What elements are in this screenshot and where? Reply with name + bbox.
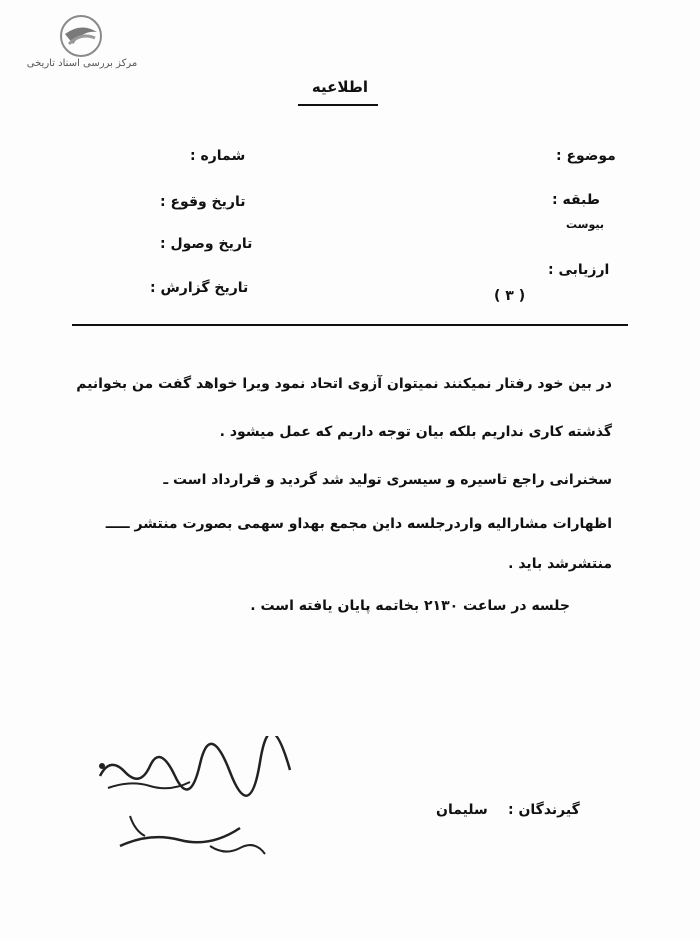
field-evaluation: ارزیابی : [548,262,610,278]
evaluation-rating: ( ۳ ) [494,288,526,304]
body-line-2: گذشته کاری نداریم بلکه بیان توجه داریم که عمل میشود . [219,424,612,440]
field-subject: موضوع : [556,148,616,164]
handwritten-note [90,736,320,876]
field-report-date: تاریخ گزارش : [150,280,249,296]
body-line-3: سخنرانی راجع تاسیره و سیسری تولید شد گردید و قرارداد است ـ [163,472,612,488]
recipients-value: سلیمان [436,802,488,818]
body-line-6: جلسه در ساعت ۲۱۳۰ بخاتمه پایان یافته است . [250,598,570,614]
recipients-label: گیرندگان : [508,802,580,818]
field-event-date: تاریخ وقوع : [160,194,246,210]
field-attachment: بیوست [566,218,604,231]
book-emblem-icon [55,14,107,58]
body-line-1: در بین خود رفتار نمیکنند نمیتوان آزوی اتحاد نمود ویرا خواهد گفت من بخوانیم [76,376,612,392]
logo-caption: مرکز بررسی اسناد تاریخی [26,58,138,69]
field-number: شماره : [190,148,246,164]
field-receipt-date: تاریخ وصول : [160,236,253,252]
page-title: اطلاعیه [311,78,369,96]
archive-logo [22,14,142,74]
title-underline [298,104,378,106]
body-line-4: اظهارات مشارالیه واردرجلسه داین مجمع بهداو سهمی بصورت منتشر ـــــ [105,516,612,532]
header-separator [72,324,628,326]
field-classification: طبقه : [552,192,600,208]
body-line-5: منتشرشد باید . [508,556,612,572]
